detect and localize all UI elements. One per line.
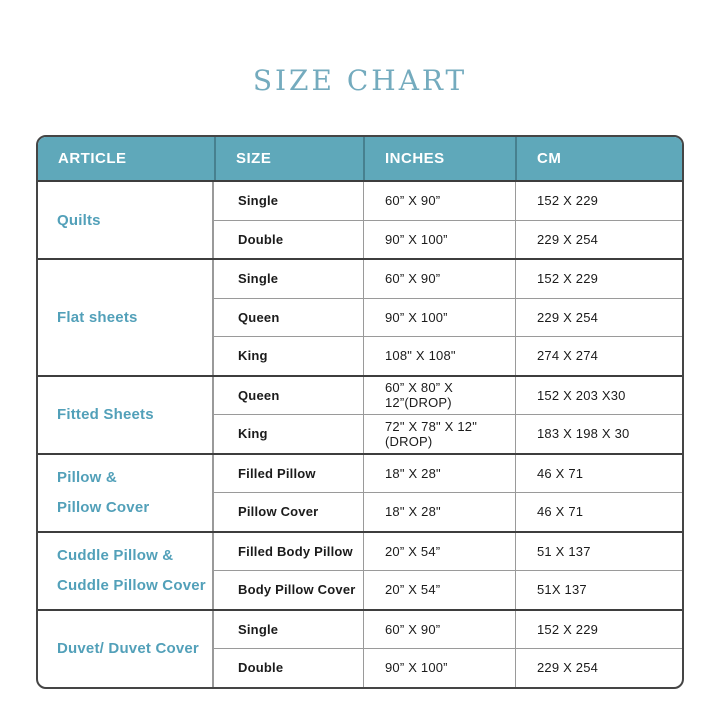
table-group-flat-sheets	[38, 258, 682, 375]
size-cell: Queen	[238, 387, 280, 403]
table-group-quilts	[38, 180, 682, 258]
cm-cell: 152 X 229	[515, 182, 682, 220]
table-row	[214, 414, 682, 453]
size-cell: Double	[238, 231, 284, 247]
inches-cell: 18" X 28"	[363, 493, 515, 531]
article-label: Pillow &	[57, 469, 117, 486]
article-cell	[38, 455, 214, 531]
table-group-fitted-sheets	[38, 375, 682, 453]
inches-cell: 60” X 90”	[363, 611, 515, 649]
size-cell: Body Pillow Cover	[238, 582, 356, 598]
inches-cell: 90” X 100”	[363, 649, 515, 687]
table-group-pillow	[38, 453, 682, 531]
cm-cell: 183 X 198 X 30	[515, 415, 682, 453]
size-cell: Single	[238, 271, 279, 287]
article-cell	[38, 260, 214, 375]
size-chart-title: SIZE CHART	[252, 64, 468, 97]
article-cell	[38, 377, 214, 453]
cm-cell: 51 X 137	[515, 533, 682, 571]
size-cell: Pillow Cover	[238, 504, 319, 520]
inches-cell: 20” X 54”	[363, 533, 515, 571]
table-group-cuddle-pillow	[38, 531, 682, 609]
table-row	[214, 570, 682, 609]
cm-cell: 229 X 254	[515, 299, 682, 337]
group-rows	[214, 533, 682, 609]
inches-cell: 72" X 78" X 12"(DROP)	[363, 415, 515, 453]
cm-cell: 46 X 71	[515, 493, 682, 531]
inches-cell: 20” X 54”	[363, 571, 515, 609]
inches-cell: 108" X 108"	[363, 337, 515, 375]
table-row	[214, 611, 682, 649]
group-rows	[214, 611, 682, 687]
article-label: Pillow Cover	[57, 499, 150, 516]
cm-cell: 51X 137	[515, 571, 682, 609]
cm-cell: 229 X 254	[515, 649, 682, 687]
inches-cell: 60” X 90”	[363, 182, 515, 220]
table-row	[214, 455, 682, 493]
table-header-row	[38, 137, 682, 180]
inches-cell: 90” X 100”	[363, 299, 515, 337]
size-cell: Filled Body Pillow	[238, 543, 353, 559]
cm-cell: 229 X 254	[515, 221, 682, 259]
article-label: Cuddle Pillow Cover	[57, 577, 206, 594]
size-table	[36, 135, 684, 689]
table-row	[214, 182, 682, 220]
inches-cell: 18" X 28"	[363, 455, 515, 493]
header-cell-cm: CM	[515, 137, 682, 180]
cm-cell: 152 X 203 X30	[515, 377, 682, 415]
table-row	[214, 220, 682, 259]
table-row	[214, 533, 682, 571]
size-cell: King	[238, 426, 268, 442]
header-cell-article: ARTICLE	[58, 150, 127, 167]
article-cell	[38, 182, 214, 258]
article-cell	[38, 611, 214, 687]
group-rows	[214, 377, 682, 453]
table-row	[214, 492, 682, 531]
size-cell: Single	[238, 193, 279, 209]
inches-cell: 90” X 100”	[363, 221, 515, 259]
article-label: Cuddle Pillow &	[57, 547, 174, 564]
group-rows	[214, 182, 682, 258]
inches-cell: 60” X 80” X 12”(DROP)	[363, 377, 515, 415]
cm-cell: 274 X 274	[515, 337, 682, 375]
article-label: Quilts	[57, 211, 101, 229]
inches-cell: 60” X 90”	[363, 260, 515, 298]
table-row	[214, 336, 682, 375]
article-label: Flat sheets	[57, 308, 138, 326]
cm-cell: 152 X 229	[515, 260, 682, 298]
cm-cell: 46 X 71	[515, 455, 682, 493]
size-cell: Queen	[238, 309, 280, 325]
header-cell-inches: INCHES	[363, 137, 515, 180]
size-cell: Single	[238, 621, 279, 637]
table-row	[214, 377, 682, 415]
article-cell	[38, 533, 214, 609]
size-cell: Filled Pillow	[238, 465, 316, 481]
group-rows	[214, 455, 682, 531]
size-cell: Double	[238, 660, 284, 676]
table-row	[214, 260, 682, 298]
table-group-duvet	[38, 609, 682, 687]
header-cell-size: SIZE	[214, 137, 363, 180]
table-row	[214, 298, 682, 337]
size-cell: King	[238, 348, 268, 364]
article-label: Fitted Sheets	[57, 406, 154, 423]
cm-cell: 152 X 229	[515, 611, 682, 649]
group-rows	[214, 260, 682, 375]
table-row	[214, 648, 682, 687]
article-label: Duvet/ Duvet Cover	[57, 640, 199, 657]
